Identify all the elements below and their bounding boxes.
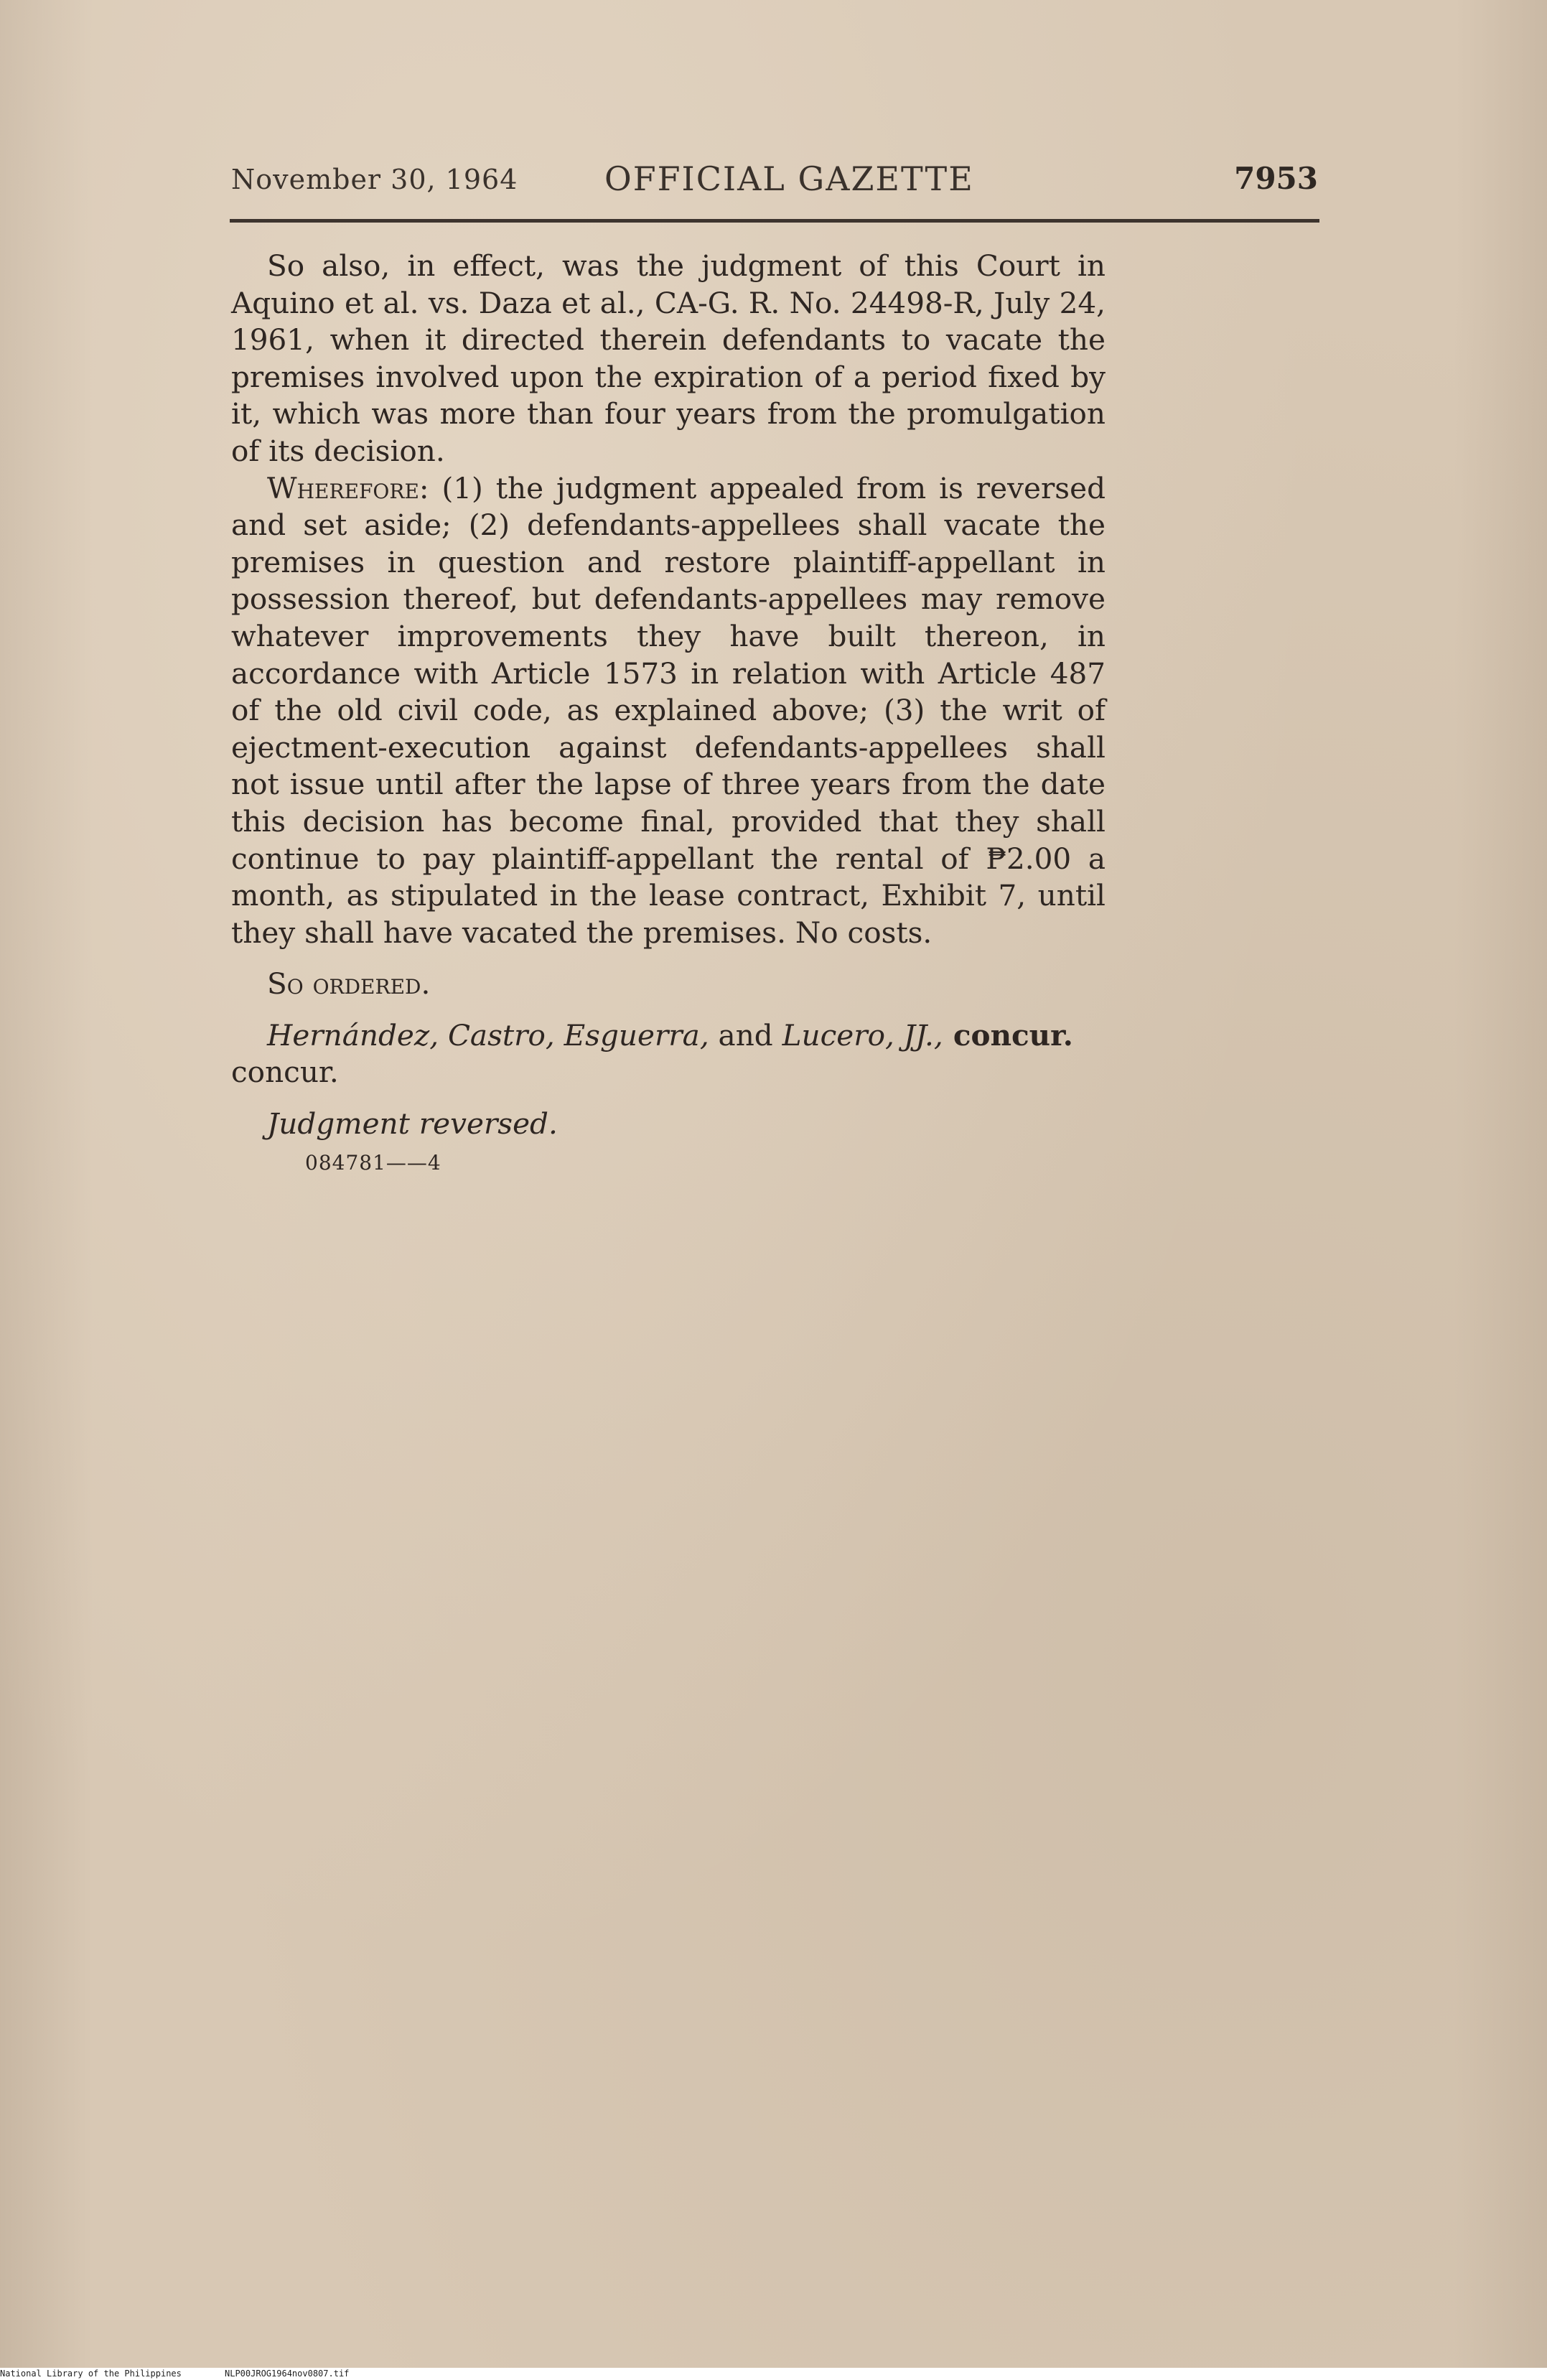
serial-number: 084781——4 [305, 1150, 441, 1175]
justices-concur: concur. [943, 1017, 1073, 1053]
page-number: 7953 [1234, 161, 1318, 196]
running-header [231, 159, 1318, 202]
footer-library: National Library of the Philippines [0, 2369, 182, 2379]
justices-names: Hernández, Castro, Esguerra, [267, 1017, 709, 1053]
header-date: November 30, 1964 [231, 164, 518, 195]
concurring-justices [231, 1017, 1106, 1091]
paragraph-wherefore [231, 470, 1106, 952]
header-title: OFFICIAL GAZETTE [604, 159, 974, 198]
paragraph-precedent: So also, in effect, was the judgment of this Court in Aquino et al. vs. Daza et al., CA-G. R. No. 24498-R, July 24, 1961, when it directed therein defendants to vacate the premises involved upon the expiration of a period fixed by it, which was more than four years from the promulgation of its decision. [231, 248, 1106, 468]
scan-footer [0, 2368, 1547, 2380]
decision-text [231, 248, 1106, 1177]
wherefore-text: : (1) the judgment appealed from is reversed and set aside; (2) defendants-appellees shall vacate the premises in question and restore plaintiff-appellant in possession thereof, but defendants-appellees may remove whatever improvements they have built thereon, in accordance with Article 1573 in relation with Article 487 of the old civil code, as explained above; (3) the writ of ejectment-execution against defendants-appellees shall not issue until after the lapse of three years from the date this decision has become final, provided that they shall continue to pay plaintiff-appellant the rental of ₱2.00 a month, as stipulated in the lease contract, Exhibit 7, until they shall have vacated the premises. No costs. [231, 470, 1106, 950]
justices-last: Lucero, JJ., [782, 1017, 943, 1053]
so-ordered: So ordered. [267, 966, 431, 1002]
justices-concur-repeat: concur. [231, 1055, 339, 1090]
wherefore-label: Wherefore [267, 470, 419, 505]
footer-filename: NLP00JROG1964nov0807.tif [225, 2369, 350, 2379]
header-rule [230, 219, 1319, 223]
justices-and: and [709, 1017, 782, 1053]
judgment-result: Judgment reversed. [267, 1106, 558, 1142]
